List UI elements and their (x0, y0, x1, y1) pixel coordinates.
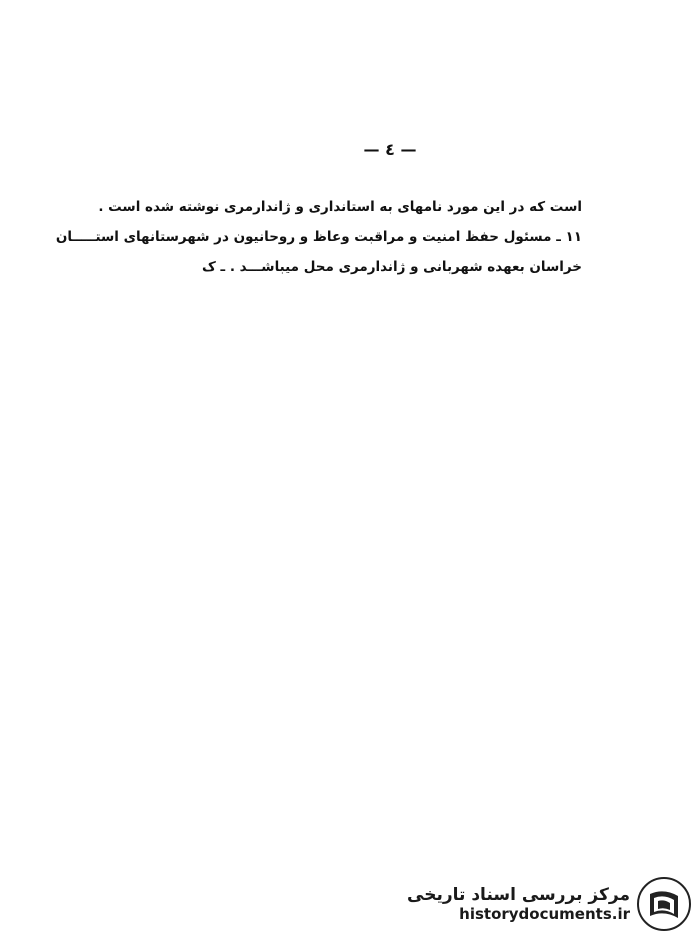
text-line: خراسان بعهده شهربانی و ژاندارمری محل میباشـــد . ـ ک (202, 259, 582, 275)
watermark-url: historydocuments.ir (459, 905, 630, 923)
watermark-title: مرکز بررسی اسناد تاریخی (407, 885, 630, 905)
text-line: است که در این مورد نامهای به استانداری و ژاندارمری نوشته شده است . (98, 199, 582, 215)
text-line: ۱۱ ـ مسئول حفظ امنیت و مراقبت وعاظ و روحانیون در شهرستانهای استـــــان (55, 229, 582, 245)
watermark (407, 876, 692, 932)
watermark-text (407, 885, 630, 923)
book-logo-icon (636, 876, 692, 932)
document-body (55, 192, 582, 282)
page-number: — ٤ — (363, 140, 417, 159)
